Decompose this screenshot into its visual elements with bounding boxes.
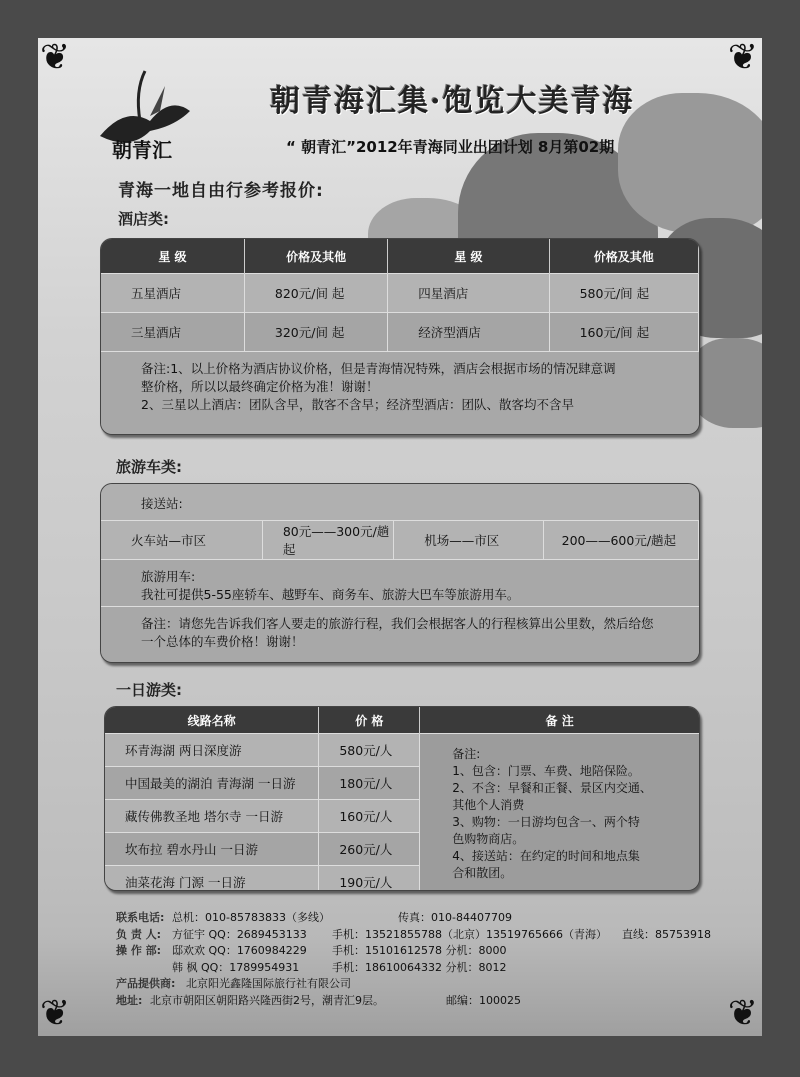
table-cell: 机场——市区 (394, 521, 543, 560)
ops2-mobile: 手机：18610064332 分机：8012 (332, 960, 507, 974)
note-line: 整价格，所以以最终确定价格为准！谢谢！ (141, 379, 379, 394)
daytour-panel (104, 706, 700, 891)
rental-text: 我社可提供5-55座轿车、越野车、商务车、旅游大巴车等旅游用车。 (141, 587, 520, 602)
background-rock (618, 93, 762, 233)
hotel-panel (100, 238, 700, 435)
table-row (101, 521, 699, 560)
table-cell: 580元/间 起 (549, 274, 698, 313)
note-line: 2、三星以上酒店：团队含早，散客不含早；经济型酒店：团队、散客均不含早 (141, 397, 574, 412)
intro-title: 青海一地自由行参考报价: (118, 181, 324, 201)
table-cell: 80元——300元/趟起 (262, 521, 393, 560)
brand-logo-text: 朝青汇 (112, 138, 172, 162)
remark-line: 其他个人消费 (452, 798, 525, 812)
owner-mobile: 手机：13521855788（北京）13519765666（青海） (332, 927, 607, 941)
remark-line: 2、不含：早餐和正餐、景区内交通、 (452, 781, 652, 795)
ornament-icon: ❦ (40, 38, 71, 78)
ops-row (116, 960, 711, 977)
postcode: 邮编：100025 (446, 993, 521, 1007)
ops1-qq: 邸欢欢 QQ：1760984229 (172, 944, 307, 957)
hotel-table (101, 239, 699, 351)
table-cell: 160元/人 (319, 800, 420, 833)
ornament-icon: ❦ (727, 38, 758, 78)
table-cell: 藏传佛教圣地 塔尔寺 一日游 (105, 800, 319, 833)
table-cell: 经济型酒店 (388, 313, 549, 352)
remark-line: 4、接送站：在约定的时间和地点集 (452, 849, 640, 863)
table-cell: 200——600元/趟起 (543, 521, 698, 560)
address: 北京市朝阳区朝阳路兴隆西街2号，潮青汇9层。 (150, 993, 384, 1007)
contact-label: 联系电话: (116, 911, 165, 924)
transfer-label: 接送站: (101, 484, 699, 520)
table-cell: 中国最美的湖泊 青海湖 一日游 (105, 767, 319, 800)
contact-footer (116, 910, 711, 1009)
hotel-note (101, 351, 699, 435)
table-cell: 坎布拉 碧水丹山 一日游 (105, 833, 319, 866)
column-header: 线路名称 (105, 707, 319, 734)
bus-table (101, 520, 699, 559)
bus-panel (100, 483, 700, 663)
ops1-mobile: 手机：15101612578 分机：8000 (332, 944, 507, 957)
remark-line: 3、购物：一日游均包含一、两个特 (452, 815, 640, 829)
ornament-icon: ❦ (727, 993, 758, 1034)
remark-line: 色购物商店。 (452, 832, 525, 846)
table-cell: 火车站—市区 (101, 521, 262, 560)
bus-section-title: 旅游车类: (116, 458, 182, 476)
ops-label: 操 作 部: (116, 944, 162, 957)
table-cell: 580元/人 (319, 734, 420, 767)
table-cell: 油菜花海 门源 一日游 (105, 866, 319, 892)
remarks-cell (420, 734, 699, 892)
ops-row (116, 943, 711, 960)
subheadline: “ 朝青汇”2012年青海同业出团计划 8月第02期 (286, 138, 615, 156)
address-row (116, 993, 711, 1010)
phone-main: 总机：010-85783833（多线） (172, 911, 330, 924)
column-header: 星 级 (388, 239, 549, 274)
table-cell: 160元/间 起 (549, 313, 698, 352)
column-header: 价格及其他 (244, 239, 387, 274)
table-cell: 820元/间 起 (244, 274, 387, 313)
fax: 传真：010-84407709 (398, 911, 512, 924)
ops2-qq: 韩 枫 QQ：1789954931 (172, 960, 300, 974)
owner-row (116, 927, 711, 944)
column-header: 星 级 (101, 239, 244, 274)
rental-label: 旅游用车: (141, 569, 196, 584)
table-cell: 260元/人 (319, 833, 420, 866)
bus-note (101, 606, 699, 663)
contact-row (116, 910, 711, 927)
note-line: 备注：请您先告诉我们客人要走的旅游行程，我们会根据客人的行程核算出公里数，然后给您 (141, 616, 654, 631)
column-header: 价 格 (319, 707, 420, 734)
owner-label: 负 责 人: (116, 927, 162, 941)
provider-label: 产品提供商: (116, 977, 176, 990)
address-label: 地址: (116, 993, 143, 1007)
provider-row (116, 976, 711, 993)
rental-info (101, 559, 699, 606)
owner-qq: 方征宇 QQ：2689453133 (172, 927, 307, 941)
table-cell: 190元/人 (319, 866, 420, 892)
note-line: 一个总体的车费价格！谢谢！ (141, 634, 304, 649)
remark-line: 1、包含：门票、车费、地陪保险。 (452, 764, 640, 778)
table-cell: 三星酒店 (101, 313, 244, 352)
ornament-icon: ❦ (40, 993, 71, 1034)
table-cell: 180元/人 (319, 767, 420, 800)
table-row (105, 734, 699, 767)
table-cell: 320元/间 起 (244, 313, 387, 352)
column-header: 备 注 (420, 707, 699, 734)
table-row (101, 313, 699, 352)
remark-line: 备注: (452, 747, 481, 761)
table-cell: 五星酒店 (101, 274, 244, 313)
remark-line: 合和散团。 (452, 866, 513, 880)
flyer-page (38, 38, 762, 1036)
note-line: 备注:1、以上价格为酒店协议价格，但是青海情况特殊，酒店会根据市场的情况肆意调 (141, 361, 616, 376)
daytour-table (105, 707, 699, 891)
headline: 朝青海汇集·饱览大美青海 (270, 84, 635, 119)
table-row (101, 274, 699, 313)
owner-direct: 直线：85753918 (622, 927, 711, 941)
hotel-section-title: 酒店类: (118, 210, 169, 228)
table-cell: 环青海湖 两日深度游 (105, 734, 319, 767)
daytour-section-title: 一日游类: (116, 681, 182, 699)
table-cell: 四星酒店 (388, 274, 549, 313)
provider-name: 北京阳光鑫隆国际旅行社有限公司 (186, 977, 351, 990)
column-header: 价格及其他 (549, 239, 698, 274)
